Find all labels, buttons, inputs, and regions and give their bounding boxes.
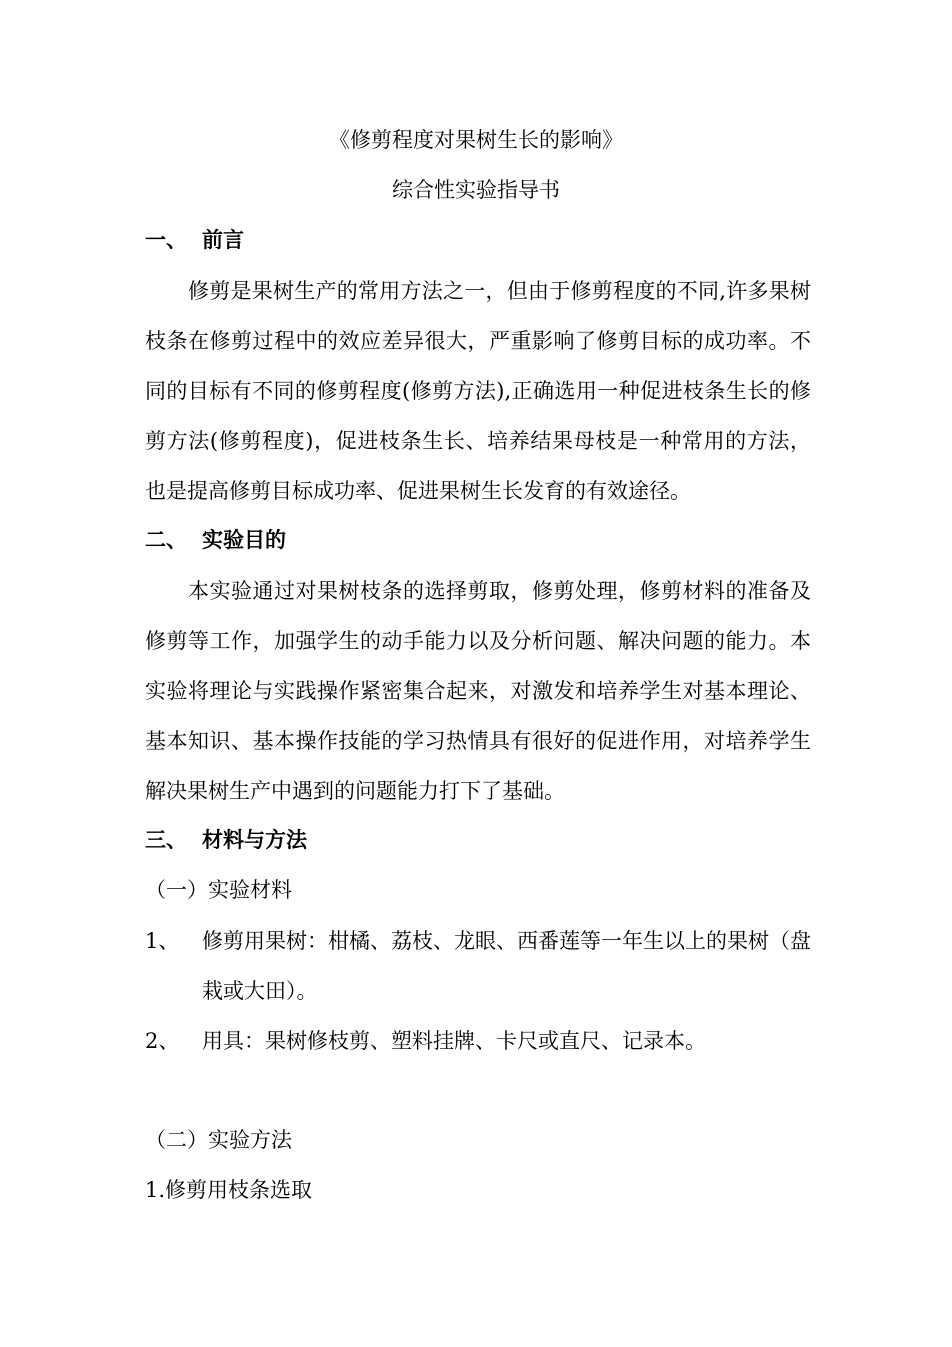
- subsection-materials: （一）实验材料: [145, 878, 292, 902]
- section-number: 二、: [145, 527, 187, 552]
- section-heading-purpose: [145, 525, 286, 555]
- document-subtitle: 综合性实验指导书: [392, 178, 560, 202]
- paragraph-purpose: 本实验通过对果树枝条的选择剪取，修剪处理，修剪材料的准备及修剪等工作，加强学生的动手能力以及分析问题、解决问题的能力。本实验将理论与实践操作紧密集合起来，对激发和培养学生对基本理论、基本知识、基本操作技能的学习热情具有很好的促进作用，对培养学生解决果树生产中遇到的问题能力打下了基础。: [145, 579, 811, 803]
- subsection-methods: （二）实验方法: [145, 1128, 292, 1152]
- list-item-text: 修剪用果树：柑橘、荔枝、龙眼、西番莲等一年生以上的果树（盘栽或大田）。: [202, 929, 811, 1003]
- document-title: 《修剪程度对果树生长的影响》: [329, 128, 623, 152]
- section-heading-materials: [145, 825, 307, 855]
- section-heading-preface: [145, 225, 244, 255]
- section-title: 前言: [202, 227, 244, 252]
- method-step: 1.修剪用枝条选取: [145, 1178, 313, 1202]
- list-item: [145, 1016, 811, 1066]
- list-item-number: 2、: [145, 1029, 180, 1053]
- list-item-number: 1、: [145, 929, 180, 953]
- list-item: [145, 916, 811, 1016]
- section-number: 一、: [145, 227, 187, 252]
- section-number: 三、: [145, 827, 187, 852]
- section-title: 材料与方法: [202, 827, 307, 852]
- list-item-text: 用具：果树修枝剪、塑料挂牌、卡尺或直尺、记录本。: [202, 1029, 706, 1053]
- section-title: 实验目的: [202, 527, 286, 552]
- paragraph-preface: 修剪是果树生产的常用方法之一，但由于修剪程度的不同,许多果树枝条在修剪过程中的效应差异很大，严重影响了修剪目标的成功率。不同的目标有不同的修剪程度(修剪方法),正确选用一种促进枝条生长的修剪方法(修剪程度)，促进枝条生长、培养结果母枝是一种常用的方法，也是提高修剪目标成功率、促进果树生长发育的有效途径。: [145, 279, 811, 503]
